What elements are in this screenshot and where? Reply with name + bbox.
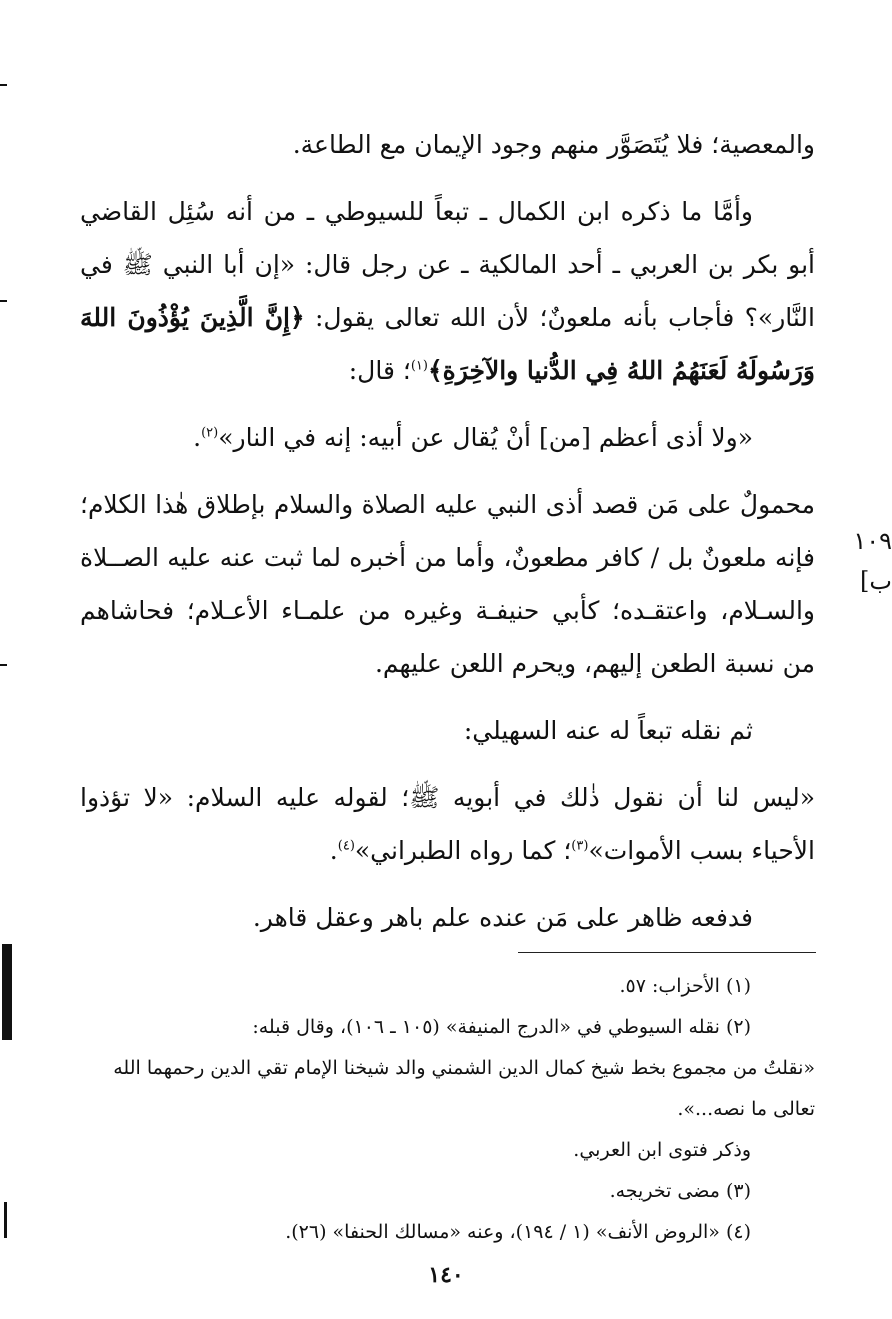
main-text: [80, 118, 815, 944]
paragraph-conclusion: فدفعه ظاهر على مَن عنده علم باهر وعقل قاهر.: [252, 903, 753, 932]
footnote-separator: [518, 952, 816, 953]
scan-edge-bar: [2, 944, 12, 1040]
paragraph-text: وأمَّا ما ذكره ابن الكمال ـ تبعاً للسيوطي ـ من أنه سُئِل القاضي أبو بكر بن العربي ـ أحد المالكية ـ عن رجل قال: «إن أبا النبي ﷺ في النَّار»؟ فأجاب بأنه ملعونٌ؛ لأن الله تعالى يقول:: [80, 197, 815, 332]
quote-text: «ليس لنا أن نقول ذٰلك في أبويه ﷺ؛ لقوله عليه السلام: «لا تؤذوا الأحياء بسب الأموات»: [80, 783, 815, 865]
footnote-ref-2: (٢): [201, 425, 219, 441]
paragraph-text: ؛ قال:: [348, 356, 411, 385]
paragraph-text: .: [193, 423, 202, 452]
footnote-1: (١) الأحزاب: ٥٧.: [619, 975, 751, 997]
footnote-ref-3: (٣): [571, 838, 589, 854]
scan-edge-mark: [0, 84, 7, 86]
quran-verse: ﴿إِنَّ الَّذِينَ يُؤْذُونَ اللهَ وَرَسُولَهُ لَعَنَهُمُ اللهُ فِي الدُّنيا والآخِرَةِ﴾: [80, 303, 815, 385]
page-number: ١٤٠: [428, 1262, 464, 1288]
footnote-2-quote: «نقلتُ من مجموع بخط شيخ كمال الدين الشمني والد شيخنا الإمام تقي الدين رحمهما الله تعالى ما نصه...».: [113, 1057, 815, 1120]
quote-text: «ولا أذى أعظم [من] أنْ يُقال عن أبيه: إنه في النار»: [218, 423, 753, 452]
scan-edge-mark: [0, 300, 7, 302]
scan-edge-bar: [4, 1202, 7, 1238]
paragraph-text: ؛ كما رواه الطبراني»: [354, 836, 572, 865]
quote-paragraph: [80, 411, 815, 464]
paragraph: والمعصية؛ فلا يُتَصَوَّر منهم وجود الإيمان مع الطاعة.: [292, 130, 815, 159]
quote-paragraph-suhaili: [80, 771, 815, 877]
paragraph-ibn-alkamal: [80, 185, 815, 397]
footnotes: [80, 966, 815, 1253]
footnote-ref-1: (١): [410, 358, 428, 374]
footnote-3: (٣) مضى تخريجه.: [609, 1180, 751, 1202]
paragraph-text: .: [329, 836, 338, 865]
paragraph-interpretation: محمولٌ على مَن قصد أذى النبي عليه الصلاة والسلام بإطلاق هٰذا الكلام؛ فإنه ملعونٌ بل / كافر مطعونٌ، وأما من أخبره لما ثبت عنه عليه الصــلاة والسـلام، واعتقـده؛ كأبي حنيفـة وغيره من علمـاء الأعـلام؛ فحاشاهم من نسبة الطعن إليهم، ويحرم اللعن عليهم.: [80, 490, 815, 678]
footnote-ref-4: (٤): [337, 838, 355, 854]
footnote-4: (٤) «الروض الأنف» (١ / ١٩٤)، وعنه «مسالك الحنفا» (٢٦).: [285, 1221, 751, 1243]
paragraph-suhaili: ثم نقله تبعاً له عنه السهيلي:: [463, 716, 753, 745]
scan-edge-mark: [0, 664, 7, 666]
manuscript-folio-marker: ١٠٩ ب]: [853, 527, 892, 595]
footnote-2-tail: وذكر فتوى ابن العربي.: [573, 1139, 751, 1161]
footnote-2: (٢) نقله السيوطي في «الدرج المنيفة» (١٠٥ ـ ١٠٦)، وقال قبله:: [252, 1016, 751, 1038]
